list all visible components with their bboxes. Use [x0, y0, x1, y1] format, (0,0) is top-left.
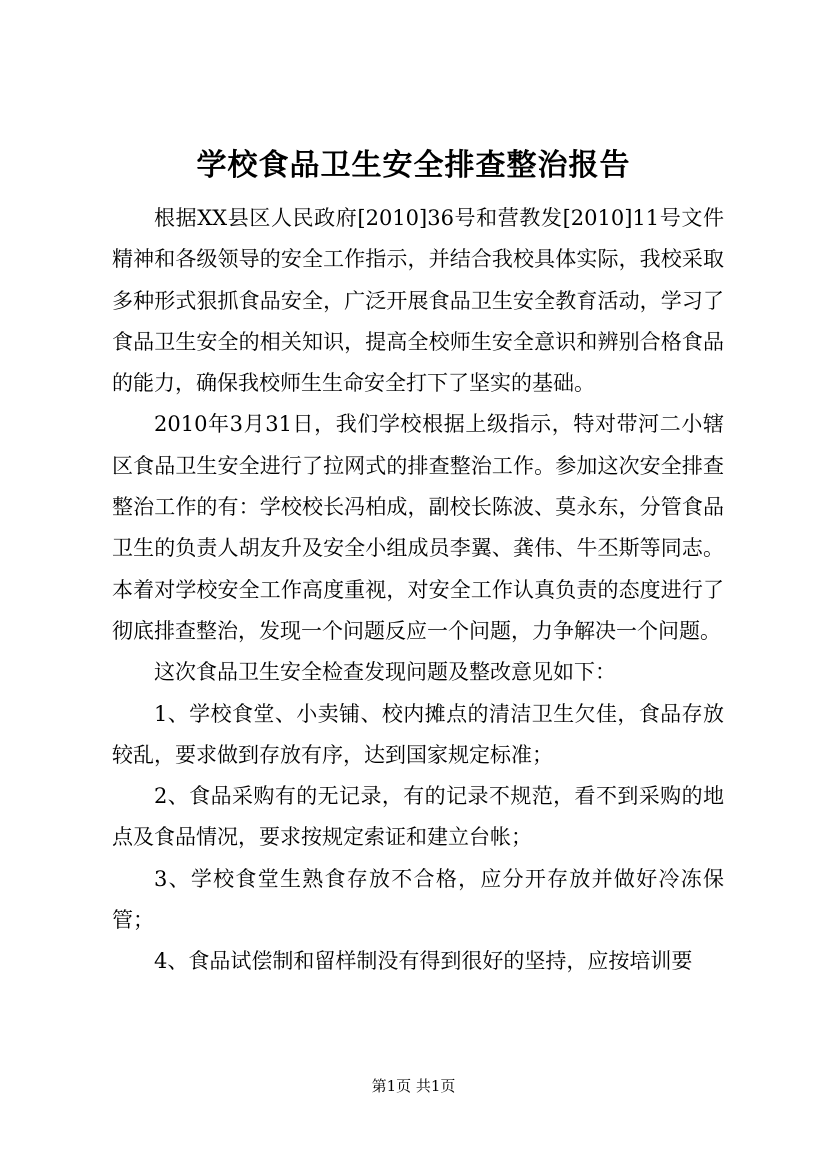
- finding-item-2: 2、食品采购有的无记录，有的记录不规范，看不到采购的地点及食品情况，要求按规定索证和建立台帐；: [112, 784, 724, 850]
- document-body: [112, 198, 724, 983]
- paragraph-intro: 根据XX县区人民政府[2010]36号和营教发[2010]11号文件精神和各级领导的安全工作指示，并结合我校具体实际，我校采取多种形式狠抓食品安全，广泛开展食品卫生安全教育活动，学习了食品卫生安全的相关知识，提高全校师生安全意识和辨别合格食品的能力，确保我校师生生命安全打下了坚实的基础。: [112, 206, 724, 396]
- document-title: 学校食品卫生安全排查整治报告: [196, 148, 631, 183]
- finding-item-3: 3、学校食堂生熟食存放不合格，应分开存放并做好冷冻保管；: [112, 866, 724, 933]
- paragraph-inspection: 2010年3月31日，我们学校根据上级指示，特对带河二小辖区食品卫生安全进行了拉网式的排查整治工作。参加这次安全排查整治工作的有：学校校长冯柏成，副校长陈波、莫永东，分管食品卫生的负责人胡友升及安全小组成员李翼、龚伟、牛丕斯等同志。本着对学校安全工作高度重视，对安全工作认真负责的态度进行了彻底排查整治，发现一个问题反应一个问题，力争解决一个问题。: [112, 412, 724, 643]
- page-number-footer: 第1页 共1页: [371, 1077, 456, 1095]
- finding-item-1: 1、学校食堂、小卖铺、校内摊点的清洁卫生欠佳，食品存放较乱，要求做到存放有序，达到国家规定标准；: [112, 701, 724, 767]
- finding-item-4: 4、食品试偿制和留样制没有得到很好的坚持，应按培训要: [154, 949, 693, 974]
- paragraph-findings-heading: 这次食品卫生安全检查发现问题及整改意见如下：: [154, 660, 616, 685]
